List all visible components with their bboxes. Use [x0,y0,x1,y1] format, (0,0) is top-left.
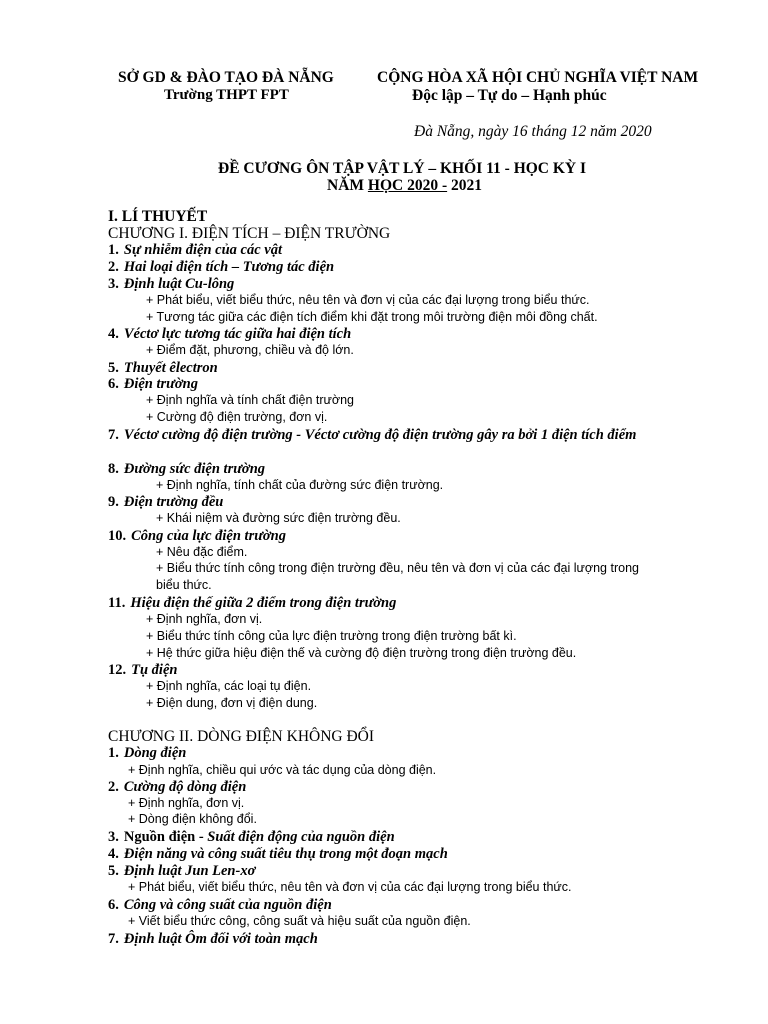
sub-item: + Phát biểu, viết biểu thức, nêu tên và đơn vị của các đại lượng trong biểu thức. [146,293,590,307]
list-item: 11. Hiệu điện thế giữa 2 điểm trong điện trường [108,595,397,611]
sub-item: + Định nghĩa, tính chất của đường sức điện trường. [156,478,444,492]
department-name: SỞ GD & ĐÀO TẠO ĐÀ NẴNG [118,69,334,86]
list-item: 3. Nguồn điện - Suất điện động của nguồn điện [108,829,395,845]
sub-item: + Khái niệm và đường sức điện trường đều. [156,511,401,525]
sub-item: + Biểu thức tính công của lực điện trường trong điện trường bất kì. [146,629,517,643]
sub-item: + Điện dung, đơn vị điện dung. [146,696,318,710]
national-motto: Độc lập – Tự do – Hạnh phúc [412,87,607,104]
school-name: Trường THPT FPT [164,87,289,103]
sub-item: + Định nghĩa, đơn vị. [128,796,245,810]
list-item: 6. Điện trường [108,376,198,392]
list-item: 10. Công của lực điện trường [108,528,286,544]
section-heading-theory: I. LÍ THUYẾT [108,208,208,225]
sub-item: + Biểu thức tính công trong điện trường đều, nêu tên và đơn vị của các đại lượng trong [156,561,639,575]
list-item: 2. Hai loại điện tích – Tương tác điện [108,259,335,275]
chapter-2-heading: CHƯƠNG II. DÒNG ĐIỆN KHÔNG ĐỔI [108,728,375,745]
list-item: 7. Véctơ cường độ điện trường - Véctơ cường độ điện trường gây ra bởi 1 điện tích điểm [108,427,637,443]
sub-item: + Định nghĩa, các loại tụ điện. [146,679,312,693]
sub-item: + Cường độ điện trường, đơn vị. [146,410,328,424]
sub-item: + Định nghĩa, chiều qui ước và tác dụng của dòng điện. [128,763,437,777]
list-item: 6. Công và công suất của nguồn điện [108,897,332,913]
list-item: 4. Véctơ lực tương tác giữa hai điện tích [108,326,352,342]
sub-item: + Định nghĩa, đơn vị. [146,612,263,626]
list-item: 9. Điện trường đều [108,494,224,510]
national-title: CỘNG HÒA XÃ HỘI CHỦ NGHĨA VIỆT NAM [377,69,699,86]
sub-item: + Tương tác giữa các điện tích điểm khi đặt trong môi trường điện môi đồng chất. [146,310,598,324]
sub-item: + Hệ thức giữa hiệu điện thế và cường độ điện trường trong điện trường đều. [146,646,577,660]
list-item: 12. Tụ điện [108,662,178,678]
list-item: 5. Thuyết êlectron [108,360,218,376]
sub-item: + Điểm đặt, phương, chiều và độ lớn. [146,343,354,357]
sub-item: + Nêu đặc điểm. [156,545,248,559]
sub-item: + Dòng điện không đổi. [128,812,257,826]
list-item: 1. Dòng điện [108,745,187,761]
list-item: 3. Định luật Cu-lông [108,276,235,292]
document-title: ĐỀ CƯƠNG ÔN TẬP VẬT LÝ – KHỐI 11 - HỌC KỲ I [218,160,587,177]
list-item: 4. Điện năng và công suất tiêu thụ trong một đoạn mạch [108,846,448,862]
sub-item: + Phát biểu, viết biểu thức, nêu tên và đơn vị của các đại lượng trong biểu thức. [128,880,572,894]
list-item: 5. Định luật Jun Len-xơ [108,863,256,879]
list-item: 1. Sự nhiễm điện của các vật [108,242,282,258]
list-item: 7. Định luật Ôm đối với toàn mạch [108,931,318,947]
document-date: Đà Nẵng, ngày 16 tháng 12 năm 2020 [414,123,652,140]
list-item: 2. Cường độ dòng điện [108,779,247,795]
sub-item: biểu thức. [156,578,212,592]
school-year: NĂM HỌC 2020 - 2021 [327,177,482,194]
sub-item: + Viết biểu thức công, công suất và hiệu suất của nguồn điện. [128,914,471,928]
chapter-1-heading: CHƯƠNG I. ĐIỆN TÍCH – ĐIỆN TRƯỜNG [108,225,391,242]
sub-item: + Định nghĩa và tính chất điện trường [146,393,355,407]
list-item: 8. Đường sức điện trường [108,461,266,477]
